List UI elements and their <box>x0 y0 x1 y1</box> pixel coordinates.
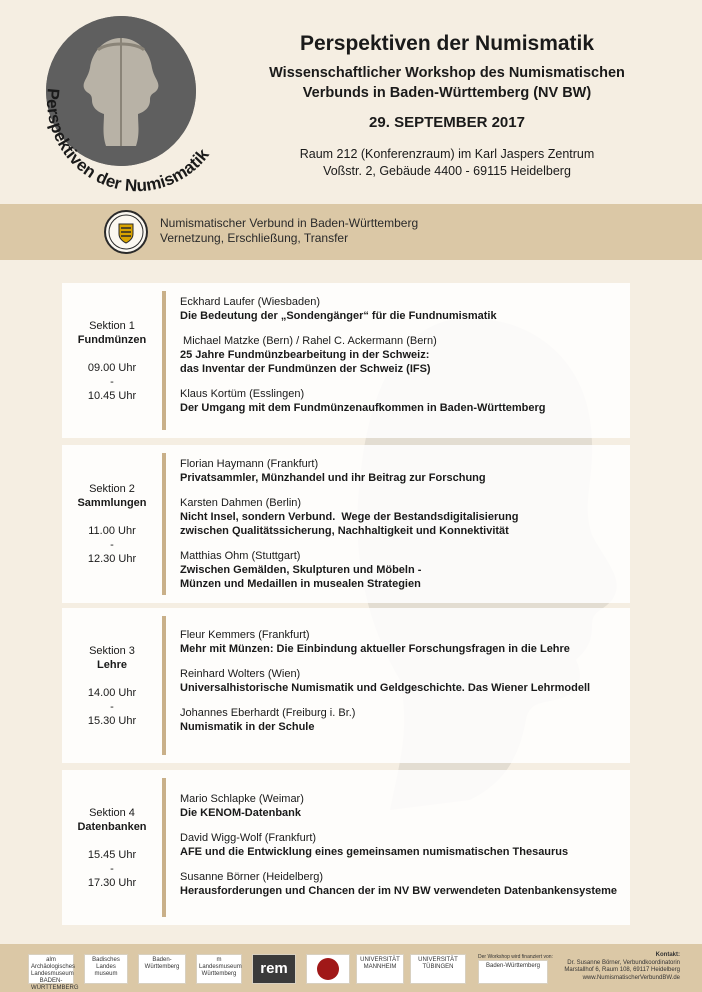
session-name: Datenbanken <box>77 820 147 833</box>
talk <box>180 667 622 695</box>
talk <box>180 870 622 898</box>
talk-title: das Inventar der Fundmünzen der Schweiz (IFS) <box>180 363 431 375</box>
logo-arc-text <box>20 18 230 208</box>
session-meta <box>62 445 162 603</box>
session-divider <box>162 616 166 755</box>
talk-speaker: Matthias Ohm (Stuttgart) <box>180 550 301 562</box>
financed-label: Der Workshop wird finanziert von: <box>478 954 553 960</box>
session-start: 15.45 Uhr <box>87 848 137 861</box>
sponsor-logo-rem: rem <box>252 954 296 984</box>
talk <box>180 387 622 415</box>
session-number: Sektion 2 <box>89 483 135 495</box>
talk-speaker: Johannes Eberhardt (Freiburg i. Br.) <box>180 707 356 719</box>
contact-line: Dr. Susanne Börner, Verbundkoordinatorin <box>567 959 680 966</box>
venue: Raum 212 (Konferenzraum) im Karl Jaspers Zentrum Voßstr. 2, Gebäude 4400 - 69115 Heidelberg <box>299 147 595 178</box>
talk-title: Nicht Insel, sondern Verbund. Wege der Bestandsdigitalisierung <box>180 511 519 523</box>
session-divider <box>162 778 166 917</box>
session-talks <box>180 792 622 909</box>
talk-title: Der Umgang mit dem Fundmünzenaufkommen in Baden-Württemberg <box>180 402 546 414</box>
organization-name: Numismatischer Verbund in Baden-Württemberg <box>160 216 419 230</box>
session-end: 17.30 Uhr <box>87 876 137 889</box>
contact-heading: Kontakt: <box>655 952 680 958</box>
session-number: Sektion 1 <box>89 319 135 332</box>
session-divider <box>162 453 166 595</box>
talk-title: 25 Jahre Fundmünzbearbeitung in der Schweiz: <box>180 349 430 361</box>
session-talks <box>180 295 622 426</box>
talk-title: Privatsammler, Münzhandel und ihr Beitrag zur Forschung <box>180 472 486 484</box>
session-end: 12.30 Uhr <box>87 553 137 565</box>
contact-line: Marstallhof 6, Raum 108, 69117 Heidelberg <box>564 967 680 973</box>
session-4 <box>62 770 630 925</box>
talk-title: AFE und die Entwicklung eines gemeinsamen numismatischen Thesaurus <box>180 846 569 858</box>
talk-title: Herausforderungen und Chancen der im NV BW verwendeten Datenbankensysteme <box>180 885 618 897</box>
session-divider <box>162 291 166 430</box>
talk-speaker: Florian Haymann (Frankfurt) <box>180 458 319 470</box>
sponsor-logo: alm Archäologisches Landesmuseum BADEN-WÜRTTEMBERG <box>28 954 74 984</box>
talk-speaker: Fleur Kemmers (Frankfurt) <box>180 629 310 641</box>
page-subtitle: Wissenschaftlicher Workshop des Numismatischen Verbunds in Baden-Württemberg (NV BW) <box>269 65 625 101</box>
talk-title: Numismatik in der Schule <box>180 721 315 733</box>
session-number: Sektion 3 <box>89 644 135 657</box>
talk-title: Münzen und Medaillen in musealen Strategien <box>180 578 421 590</box>
sponsor-logo-funder: Baden-Württemberg <box>478 960 548 984</box>
sponsor-logo-seal <box>306 954 350 984</box>
talk-title: Die KENOM-Datenbank <box>180 807 302 819</box>
session-number: Sektion 4 <box>89 806 135 819</box>
session-talks <box>180 628 622 745</box>
sponsor-logo: UNIVERSITÄT MANNHEIM <box>356 954 404 984</box>
organization-text <box>160 216 418 246</box>
session-time-sep: - <box>110 375 114 388</box>
talk <box>180 831 622 859</box>
session-meta <box>62 283 162 438</box>
session-meta <box>62 608 162 763</box>
sponsor-logo: UNIVERSITÄT TÜBINGEN <box>410 954 466 984</box>
session-name: Lehre <box>97 658 127 671</box>
session-name: Sammlungen <box>77 497 147 509</box>
contact-website: www.NumismatischerVerbundBW.de <box>582 974 680 981</box>
talk-title: Universalhistorische Numismatik und Geldgeschichte. Das Wiener Lehrmodell <box>180 682 591 694</box>
nvbw-seal-icon <box>104 210 148 254</box>
organization-band <box>0 204 702 260</box>
red-seal-icon <box>317 958 339 980</box>
talk-title: Mehr mit Münzen: Die Einbindung aktueller Forschungsfragen in die Lehre <box>180 643 570 655</box>
session-end: 10.45 Uhr <box>87 389 137 402</box>
talk <box>180 792 622 820</box>
talk <box>180 628 622 656</box>
talk <box>180 457 622 485</box>
sponsor-logo: Badisches Landes museum <box>84 954 128 984</box>
talk <box>180 706 622 734</box>
talk-title: Die Bedeutung der „Sondengänger“ für die Fundnumismatik <box>180 310 497 322</box>
talk-speaker: Karsten Dahmen (Berlin) <box>180 497 302 509</box>
session-3 <box>62 608 630 763</box>
talk-title: zwischen Qualitätssicherung, Nachhaltigkeit und Konnektivität <box>180 525 509 537</box>
talk-speaker: Klaus Kortüm (Esslingen) <box>180 388 305 400</box>
session-end: 15.30 Uhr <box>87 714 137 727</box>
talk-speaker: Reinhard Wolters (Wien) <box>180 668 301 680</box>
svg-text:Perspektiven der Numismatik: Perspektiven der Numismatik <box>42 87 213 196</box>
session-start: 14.00 Uhr <box>87 686 137 699</box>
talk-speaker: Eckhard Laufer (Wiesbaden) <box>180 296 321 308</box>
sponsor-logo: m Landesmuseum Württemberg <box>196 954 242 984</box>
session-start: 11.00 Uhr <box>88 525 136 537</box>
page-title: Perspektiven der Numismatik <box>299 32 595 55</box>
sponsor-logo: Baden-Württemberg <box>138 954 186 984</box>
talk-speaker: Michael Matzke (Bern) / Rahel C. Ackermann (Bern) <box>180 335 437 347</box>
talk-speaker: Mario Schlapke (Weimar) <box>180 793 304 805</box>
session-start: 09.00 Uhr <box>87 361 137 374</box>
talk-speaker: David Wigg-Wolf (Frankfurt) <box>180 832 317 844</box>
session-meta <box>62 770 162 925</box>
organization-tagline: Vernetzung, Erschließung, Transfer <box>160 231 349 245</box>
session-name: Fundmünzen <box>77 333 147 346</box>
session-1 <box>62 283 630 438</box>
session-time-sep: - <box>110 862 114 875</box>
talk-title: Zwischen Gemälden, Skulpturen und Möbeln - <box>180 564 422 576</box>
session-time-sep: - <box>110 700 114 713</box>
event-date: 29. SEPTEMBER 2017 <box>369 114 525 131</box>
session-talks <box>180 457 622 602</box>
talk <box>180 549 622 591</box>
talk <box>180 496 622 538</box>
session-2 <box>62 445 630 603</box>
talk <box>180 334 622 376</box>
talk-speaker: Susanne Börner (Heidelberg) <box>180 871 324 883</box>
session-time-sep: - <box>110 539 114 551</box>
contact-block <box>564 952 680 982</box>
talk <box>180 295 622 323</box>
